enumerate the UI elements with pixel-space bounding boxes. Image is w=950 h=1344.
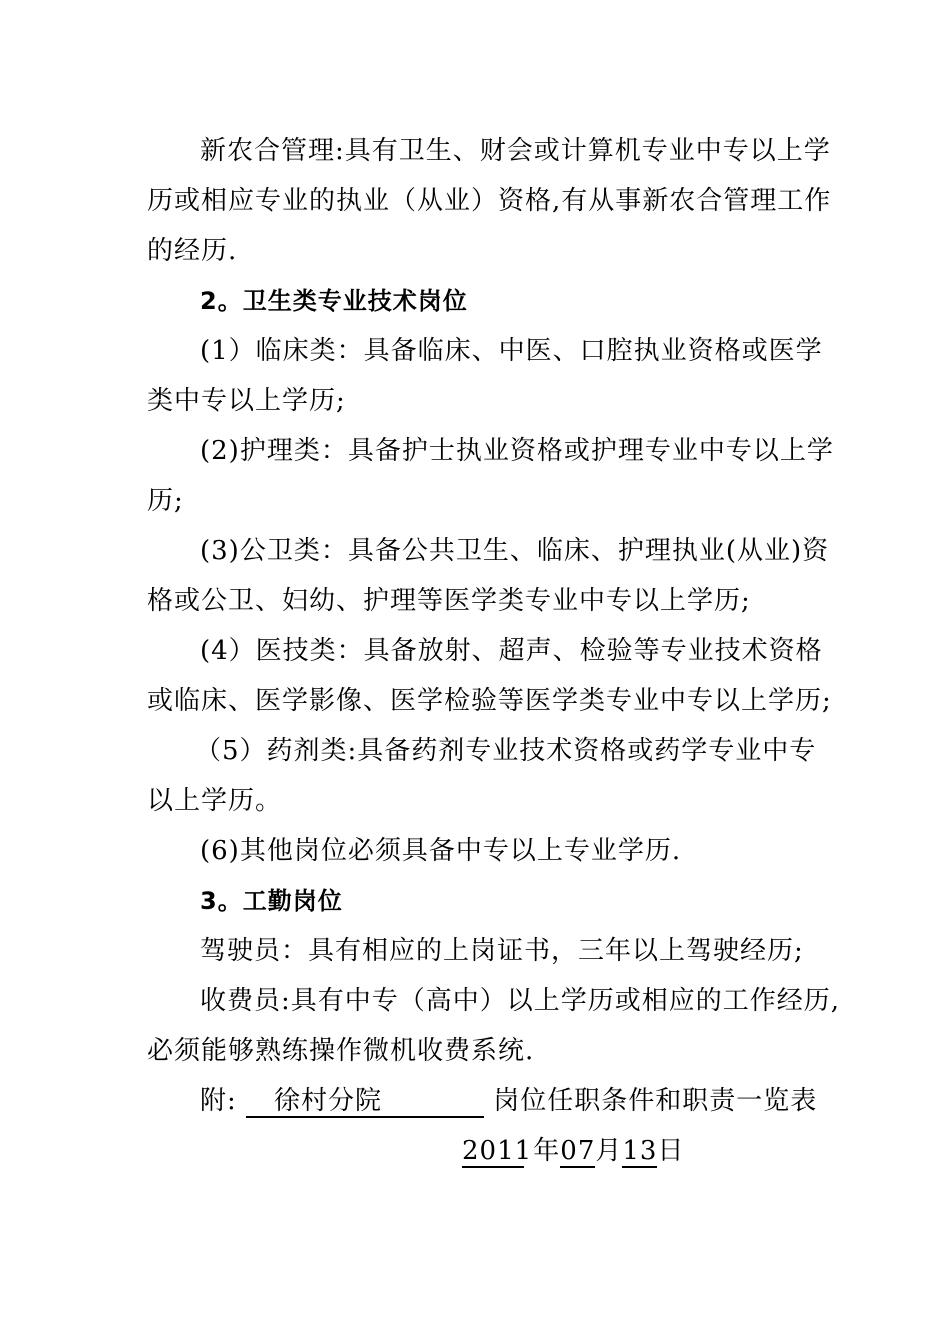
paragraph-line: 以上学历。 <box>147 786 283 816</box>
paragraph-line: 历; <box>147 486 184 516</box>
attachment-suffix: 岗位任职条件和职责一览表 <box>493 1086 818 1116</box>
section-heading: 3。工勤岗位 <box>200 887 343 915</box>
paragraph-line: (6)其他岗位必须具备中专以上专业学历. <box>200 836 682 866</box>
paragraph-line: 历或相应专业的执业（从业）资格,有从事新农合管理工作 <box>147 186 832 216</box>
date-month: 07 <box>560 1136 596 1166</box>
date-year: 2011 <box>462 1136 533 1166</box>
paragraph-line: 类中专以上学历; <box>147 386 346 416</box>
paragraph-line: 收费员:具有中专（高中）以上学历或相应的工作经历, <box>200 986 841 1016</box>
paragraph-line: (1）临床类：具备临床、中医、口腔执业资格或医学 <box>200 336 823 366</box>
attachment-prefix: 附: <box>200 1086 237 1116</box>
paragraph-line: 或临床、医学影像、医学检验等医学类专业中专以上学历; <box>147 686 832 716</box>
paragraph-line: (2)护理类：具备护士执业资格或护理专业中专以上学 <box>200 436 834 466</box>
paragraph-line: 格或公卫、妇幼、护理等医学类专业中专以上学历; <box>147 586 751 616</box>
paragraph-line: 驾驶员：具有相应的上岗证书，三年以上驾驶经历; <box>200 936 804 966</box>
paragraph-line: 必须能够熟练操作微机收费系统. <box>147 1036 535 1066</box>
date-line <box>462 1134 762 1168</box>
paragraph-line: (4）医技类：具备放射、超声、检验等专业技术资格 <box>200 636 823 666</box>
paragraph-line: 新农合管理:具有卫生、财会或计算机专业中专以上学 <box>200 136 831 166</box>
date-day: 13 <box>622 1136 658 1166</box>
date-year-unit: 年 <box>533 1136 561 1166</box>
paragraph-line: （5）药剂类:具备药剂专业技术资格或药学专业中专 <box>195 736 817 766</box>
attachment-line <box>200 1084 880 1118</box>
paragraph-line: (3)公卫类：具备公共卫生、临床、护理执业(从业)资 <box>200 536 830 566</box>
date-month-unit: 月 <box>595 1136 623 1166</box>
date-day-unit: 日 <box>657 1136 685 1166</box>
section-heading: 2。卫生类专业技术岗位 <box>200 287 468 315</box>
paragraph-line: 的经历. <box>147 236 238 266</box>
attachment-branch: 徐村分院 <box>246 1086 484 1118</box>
